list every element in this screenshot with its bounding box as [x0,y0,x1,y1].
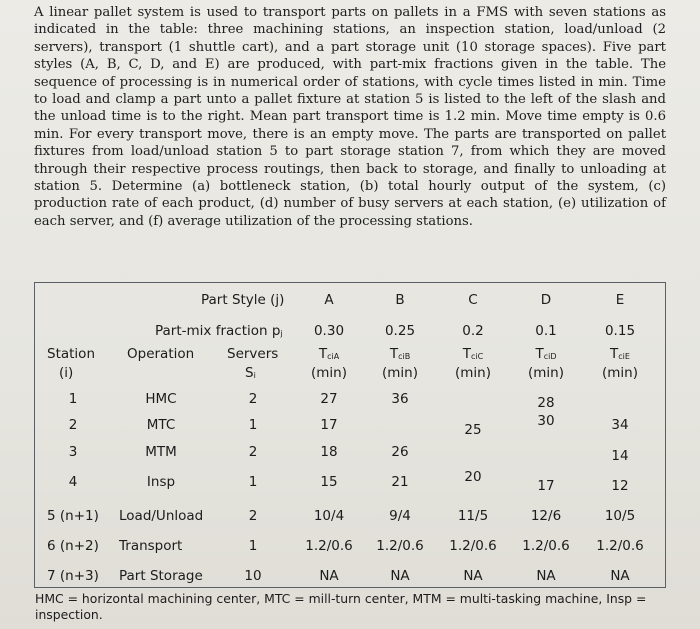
operation-name: MTM [145,444,177,460]
operation-name: Insp [146,474,176,490]
cycle-time-value: 12/6 [530,508,562,524]
server-count: 2 [248,508,258,524]
problem-statement: A linear pallet system is used to transport parts on pallets in a FMS with seven stations as indicated in the table: three machining stations, an inspection station, load/unload (2 servers), transport (1 shuttle cart), and a part storage unit (10 storage spaces). Five part styles (A, B, C, D, and E) are produced, with part-mix fractions given in the table. The sequence of processing is in numerical order of stations, with cycle times listed in min. Time to load and clamp a part unto a pallet fixture at station 5 is listed to the left of the slash and the unload time is to the right. Mean part transport time is 1.2 min. Move time empty is 0.6 min. For every transport move, there is an empty move. The parts are transported on pallet fixtures from load/unload station 5 to part storage station 7, from which they are moved through their respective process routings, then back to storage, and finally to unloading at station 5. Determine (a) bottleneck station, (b) total hourly output of the system, (c) production rate of each product, (d) number of busy servers at each station, (e) utilization of each server, and (f) average utilization of the processing stations. [34,5,666,229]
cycle-time-unit-b: (min) [382,365,418,381]
cycle-time-value: 27 [320,391,338,407]
server-count: 2 [248,444,258,460]
cycle-time-value: 1.2/0.6 [376,538,424,554]
cycle-time-unit-c: (min) [455,365,491,381]
servers-sub-header: Si [245,365,256,381]
station-number: 3 [68,444,78,460]
cycle-time-symbol: T [462,346,472,362]
cycle-time-unit-d: (min) [528,365,564,381]
cycle-time-value: NA [319,568,339,584]
cycle-time-value: 36 [391,391,409,407]
cycle-time-header-a [319,346,339,362]
cycle-time-unit-a: (min) [311,365,347,381]
part-mix-fraction-a: 0.30 [313,323,345,339]
cycle-time-value: 1.2/0.6 [522,538,570,554]
footnote: HMC = horizontal machining center, MTC = mill-turn center, MTM = multi-tasking machine, Insp = inspection. [35,591,647,622]
cycle-time-subscript: ciC [471,352,484,361]
cycle-time-value: NA [536,568,556,584]
cycle-time-value: 25 [464,422,482,438]
station-sub-header: (i) [59,365,74,381]
part-mix-fraction-d: 0.1 [535,323,557,339]
cycle-time-value: 28 [537,395,555,411]
servers-header: Servers [227,346,279,362]
cycle-time-value: 18 [320,444,338,460]
operation-name: HMC [145,391,177,407]
station-number: 4 [68,474,78,490]
cycle-time-value: 21 [391,474,409,490]
server-count: 2 [248,391,258,407]
operation-name: Transport [119,538,183,554]
cycle-time-value: 1.2/0.6 [449,538,497,554]
cycle-time-value: 17 [537,478,555,494]
station-number: 5 (n+1) [47,508,99,524]
cycle-time-value: NA [390,568,410,584]
cycle-time-symbol: T [389,346,399,362]
cycle-time-value: 34 [611,417,629,433]
cycle-time-value: 1.2/0.6 [596,538,644,554]
cycle-time-value: 20 [464,469,482,485]
station-number: 1 [68,391,78,407]
server-count: 10 [244,568,262,584]
station-number: 7 (n+3) [47,568,99,584]
cycle-time-value: 15 [320,474,338,490]
cycle-time-value: 14 [611,448,629,464]
part-style-label: Part Style (j) [201,292,285,308]
style-header-e: E [615,292,625,308]
part-mix-label: Part-mix fraction pj [155,323,283,339]
operation-header: Operation [127,346,195,362]
cycle-time-symbol: T [610,346,619,362]
style-header-d: D [540,292,552,308]
cycle-time-unit-e: (min) [602,365,638,381]
cycle-time-value: 12 [611,478,629,494]
cycle-time-header-b [390,346,410,362]
server-count: 1 [248,417,258,433]
cycle-time-value: 11/5 [457,508,489,524]
operation-name: MTC [146,417,176,433]
cycle-time-symbol: T [318,346,328,362]
cycle-time-header-c [463,346,483,362]
style-header-a: A [324,292,334,308]
cycle-time-header-e [610,346,630,362]
operation-name: Load/Unload [119,508,204,524]
cycle-time-subscript: ciB [398,352,411,361]
cycle-time-value: 26 [391,444,409,460]
cycle-time-value: 17 [320,417,338,433]
data-table [34,282,666,588]
cycle-time-value: 1.2/0.6 [305,538,353,554]
server-count: 1 [248,474,258,490]
part-mix-fraction-c: 0.2 [462,323,484,339]
cycle-time-value: NA [610,568,630,584]
style-header-b: B [395,292,405,308]
style-header-c: C [468,292,478,308]
cycle-time-subscript: ciE [618,352,630,361]
cycle-time-value: 30 [537,413,555,429]
station-number: 6 (n+2) [47,538,99,554]
server-count: 1 [248,538,258,554]
cycle-time-value: NA [463,568,483,584]
station-number: 2 [68,417,78,433]
cycle-time-subscript: ciD [543,352,557,361]
cycle-time-symbol: T [535,346,544,362]
part-mix-fraction-b: 0.25 [384,323,416,339]
cycle-time-value: 10/5 [604,508,636,524]
operation-name: Part Storage [119,568,203,584]
station-header: Station [47,346,95,362]
cycle-time-header-d [535,346,556,362]
part-mix-fraction-e: 0.15 [604,323,636,339]
cycle-time-value: 9/4 [389,508,411,524]
cycle-time-value: 10/4 [313,508,345,524]
cycle-time-subscript: ciA [327,352,340,361]
